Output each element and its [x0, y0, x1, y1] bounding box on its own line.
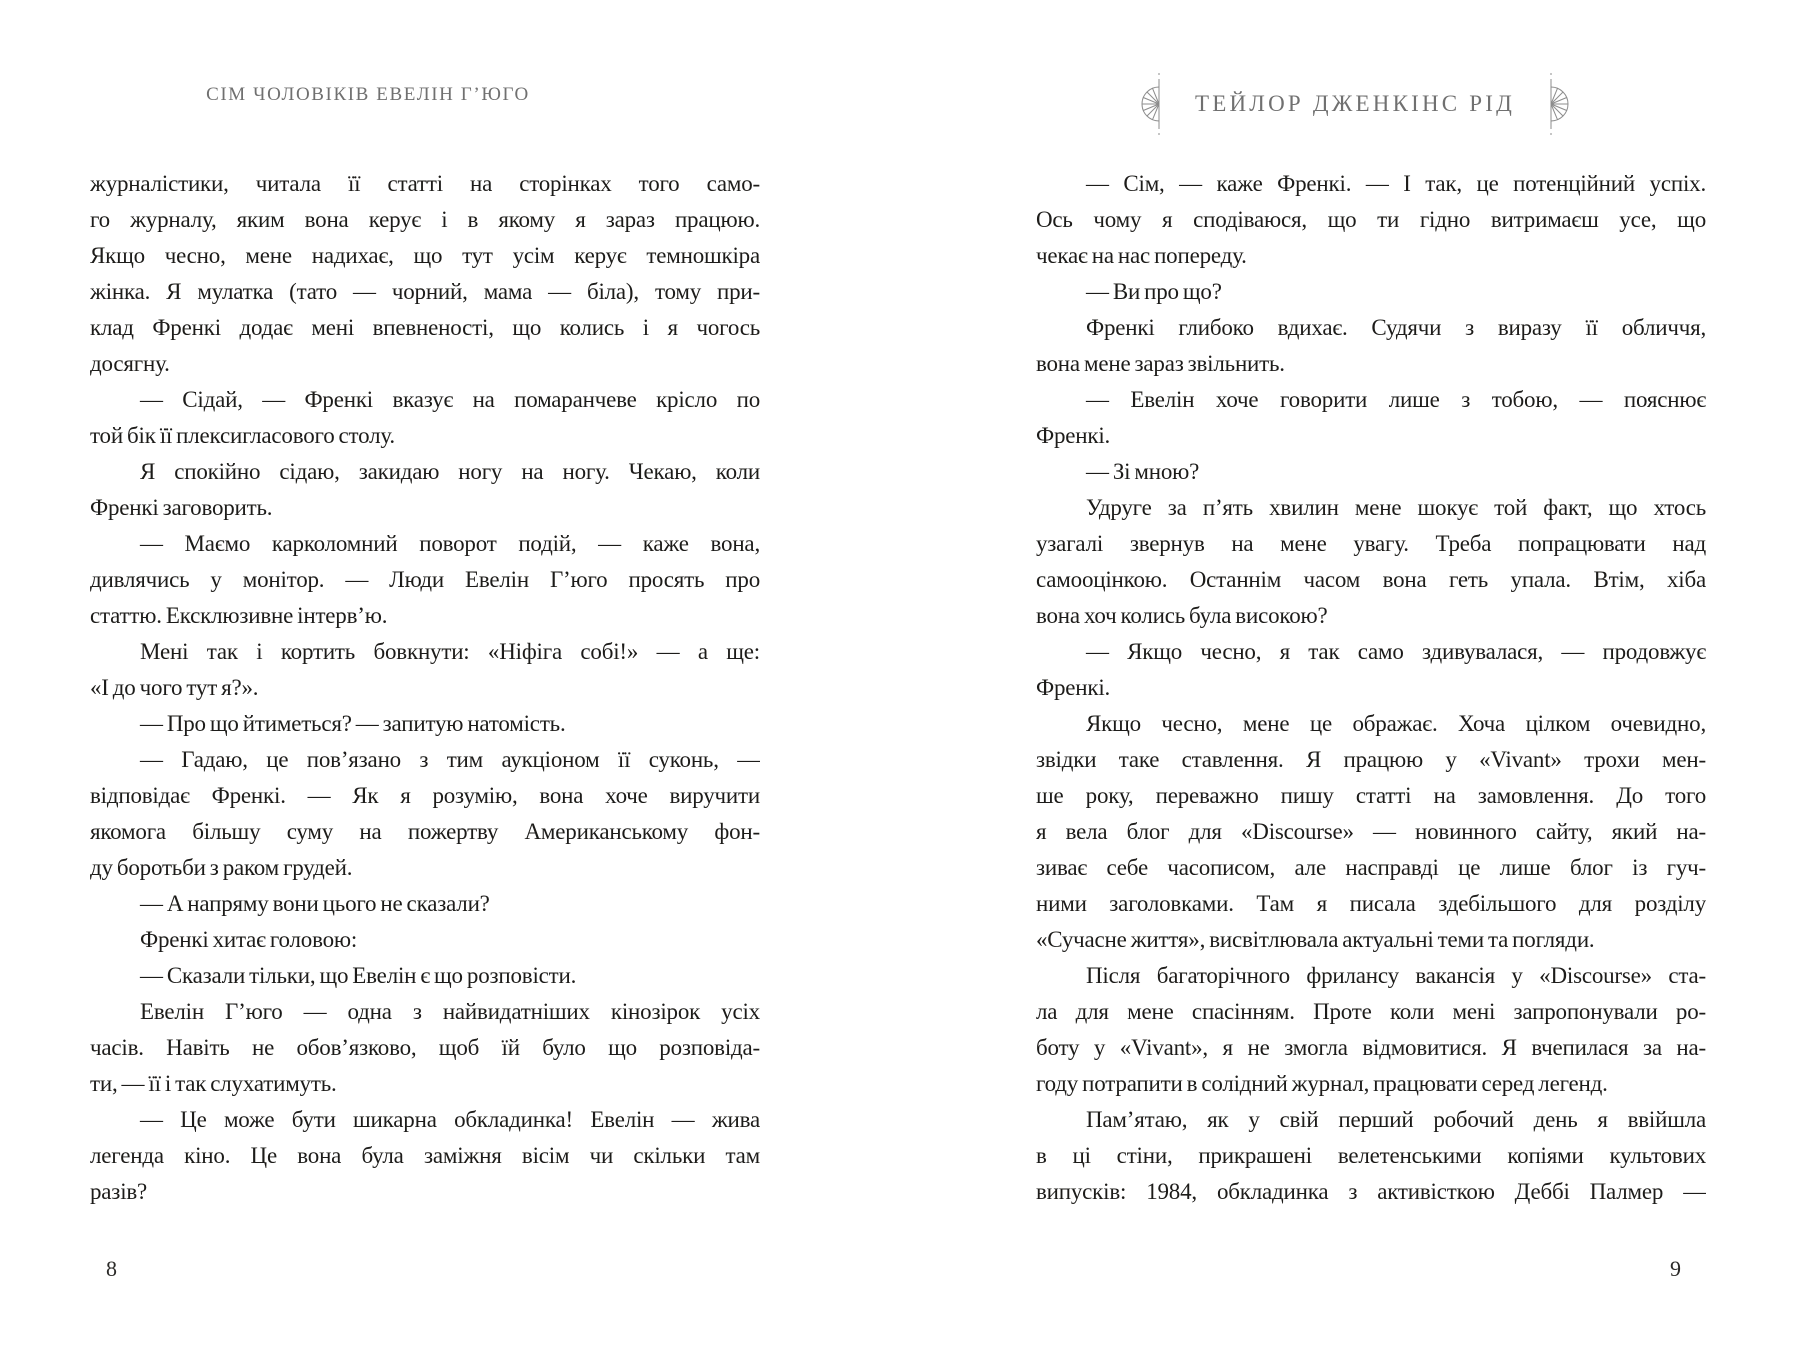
shell-fan-ornament-icon [1545, 71, 1571, 137]
right-running-head-row [1035, 70, 1675, 138]
text-line: дивлячись у монітор. — Люди Евелін Г’юго просять про [90, 567, 760, 592]
text-line: ти, — її і так слухатимуть. [90, 1071, 337, 1096]
text-line: ше року, переважно пишу статті на замовлення. До того [1036, 783, 1706, 808]
text-line: — Маємо карколомний поворот подій, — каже вона, [140, 531, 760, 556]
text-line: жінка. Я мулатка (тато — чорний, мама — біла), тому при- [90, 279, 760, 304]
text-line: году потрапити в солідний журнал, працювати серед легенд. [1036, 1071, 1608, 1096]
text-line: — Це може бути шикарна обкладинка! Евелін — жива [140, 1107, 760, 1132]
text-line: Удруге за п’ять хвилин мене шокує той факт, що хтось [1086, 495, 1706, 520]
text-line: Після багаторічного фрилансу вакансія у «Discourse» ста- [1086, 963, 1706, 988]
text-line: «І до чого тут я?». [90, 675, 259, 700]
text-line: ду боротьби з раком грудей. [90, 855, 353, 880]
left-page-number: 8 [106, 1256, 117, 1281]
text-line: боту у «Vivant», я не змогла відмовитися. Я вчепилася за на- [1036, 1035, 1706, 1060]
text-line: клад Френкі додає мені впевненості, що колись і я чогось [90, 315, 760, 340]
text-line: журналістики, читала її статті на сторінках того само- [90, 171, 760, 196]
text-line: досягну. [90, 351, 170, 376]
text-line: якомога більшу суму на пожертву Американському фон- [90, 819, 760, 844]
left-page-text [90, 166, 760, 1210]
text-line: — Гадаю, це пов’язано з тим аукціоном її суконь, — [140, 747, 760, 772]
text-line: — Сказали тільки, що Евелін є що розповісти. [140, 963, 577, 988]
text-line: чекає на нас попереду. [1036, 243, 1247, 268]
text-line: Френкі. [1036, 675, 1111, 700]
text-line: — Сім, — каже Френкі. — І так, це потенційний успіх. [1086, 171, 1706, 196]
text-line: Френкі. [1036, 423, 1111, 448]
text-line: ними заголовками. Там я писала здебільшого для розділу [1036, 891, 1706, 916]
text-line: узагалі звернув на мене увагу. Треба попрацювати над [1036, 531, 1706, 556]
text-line: часів. Навіть не обов’язково, щоб їй було що розповіда- [90, 1035, 760, 1060]
text-line: — Евелін хоче говорити лише з тобою, — пояснює [1086, 387, 1706, 412]
text-line: випусків: 1984, обкладинка з активісткою Деббі Палмер — [1036, 1179, 1706, 1204]
text-line: вона мене зараз звільнить. [1036, 351, 1285, 376]
text-line: Френкі хитає головою: [140, 927, 358, 952]
text-line: — Сідай, — Френкі вказує на помаранчеве крісло по [140, 387, 760, 412]
text-line: я вела блог для «Discourse» — новинного сайту, який на- [1036, 819, 1706, 844]
text-line: Мені так і кортить бовкнути: «Ніфіга собі!» — а ще: [140, 639, 760, 664]
text-line: «Сучасне життя», висвітлювала актуальні теми та погляди. [1036, 927, 1595, 952]
text-line: Евелін Г’юго — одна з найвидатніших кінозірок усіх [140, 999, 760, 1024]
text-line: самооцінкою. Останнім часом вона геть упала. Втім, хіба [1036, 567, 1706, 592]
text-line: Френкі заговорить. [90, 495, 273, 520]
text-line: в ці стіни, прикрашені велетенськими копіями культових [1036, 1143, 1706, 1168]
text-line: Пам’ятаю, як у свій перший робочий день я ввійшла [1086, 1107, 1706, 1132]
text-line: відповідає Френкі. — Як я розумію, вона хоче виручити [90, 783, 760, 808]
text-line: го журналу, яким вона керує і в якому я зараз працюю. [90, 207, 760, 232]
text-line: Якщо чесно, мене надихає, що тут усім керує темношкіра [90, 243, 760, 268]
text-line: — Про що йтиметься? — запитую натомість. [140, 711, 566, 736]
text-line: — Якщо чесно, я так само здивувалася, — продовжує [1086, 639, 1706, 664]
text-line: Якщо чесно, мене це ображає. Хоча цілком очевидно, [1086, 711, 1706, 736]
right-page-text [1036, 166, 1706, 1210]
text-line: — А напряму вони цього не сказали? [140, 891, 490, 916]
left-running-head: СІМ ЧОЛОВІКІВ ЕВЕЛІН Г’ЮГО [206, 84, 530, 105]
text-line: той бік її плексигласового столу. [90, 423, 395, 448]
right-page-number: 9 [1670, 1256, 1681, 1281]
text-line: Ось чому я сподіваюся, що ти гідно витримаєш усе, що [1036, 207, 1706, 232]
right-running-head: ТЕЙЛОР ДЖЕНКІНС РІД [1194, 91, 1516, 116]
text-line: звідки таке ставлення. Я працюю у «Vivant» трохи мен- [1036, 747, 1706, 772]
text-line: легенда кіно. Це вона була заміжня вісім чи скільки там [90, 1143, 760, 1168]
text-line: статтю. Ексклюзивне інтерв’ю. [90, 603, 388, 628]
text-line: Я спокійно сідаю, закидаю ногу на ногу. Чекаю, коли [140, 459, 760, 484]
shell-fan-ornament-icon [1139, 71, 1165, 137]
text-line: разів? [90, 1179, 148, 1204]
text-line: вона хоч колись була високою? [1036, 603, 1328, 628]
text-line: зиває себе часописом, але насправді це лише блог із гуч- [1036, 855, 1706, 880]
text-line: ла для мене спасінням. Проте коли мені запропонували ро- [1036, 999, 1706, 1024]
text-line: — Ви про що? [1086, 279, 1222, 304]
text-line: Френкі глибоко вдихає. Судячи з виразу її обличчя, [1086, 315, 1706, 340]
text-line: — Зі мною? [1086, 459, 1200, 484]
